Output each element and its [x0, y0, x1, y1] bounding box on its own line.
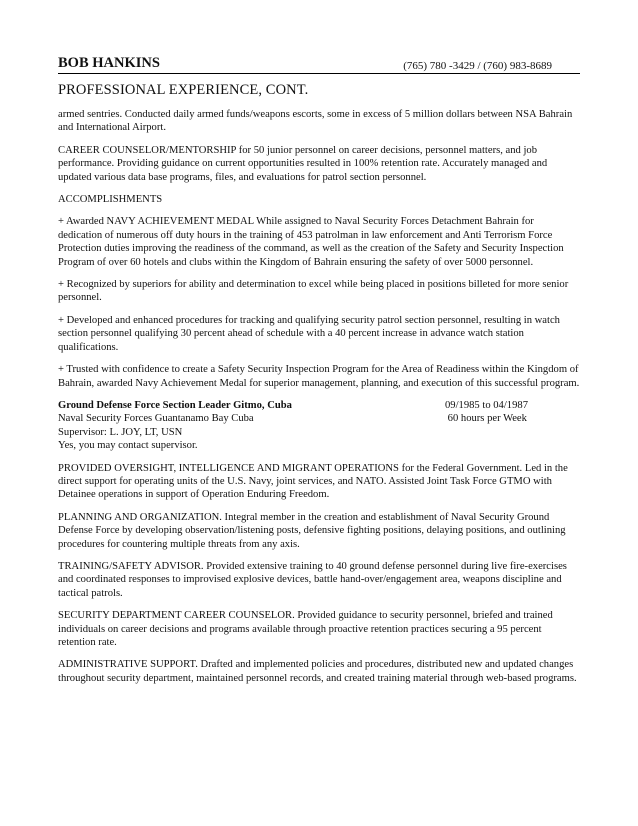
job-entry [58, 399, 580, 453]
job-hours: 60 hours per Week [445, 413, 527, 425]
job-organization: Naval Security Forces Guantanamo Bay Cuba [58, 413, 254, 425]
accomplishment-item: + Developed and enhanced procedures for tracking and qualifying security patrol section personnel, resulting in watch section personnel qualifying 30 percent ahead of schedule with a 40 percent increase in advance watch station qualifications. [58, 314, 560, 353]
accomplishments-heading: ACCOMPLISHMENTS [58, 194, 163, 206]
paragraph: PLANNING AND ORGANIZATION. Integral member in the creation and establishment of Naval Security Ground Defense Force by developing observation/listening posts, defensive fighting positions, delaying positions, and outlining procedures for countering multiple threats from any axis. [58, 511, 566, 550]
job-dates: 09/1985 to 04/1987 [445, 399, 528, 411]
paragraph: PROVIDED OVERSIGHT, INTELLIGENCE AND MIGRANT OPERATIONS for the Federal Government. Led in the direct support for operating units of the U.S. Navy, joint services, and NATO. Assisted Joint Task Force GTMO with Detainee operations in support of Operation Enduring Freedom. [58, 462, 568, 501]
candidate-name: BOB HANKINS [58, 55, 160, 71]
phone-numbers: (765) 780 -3429 / (760) 983-8689 [403, 60, 552, 72]
paragraph: CAREER COUNSELOR/MENTORSHIP for 50 junior personnel on career decisions, personnel matters, and job performance. Providing guidance on current opportunities resulted in 100% retention rate. Accurately managed and updated various data base programs, files, and evaluations for patrol section personnel. [58, 144, 548, 183]
paragraph: ADMINISTRATIVE SUPPORT. Drafted and implemented policies and procedures, distributed new and updated changes throughout security department, maintained personnel records, and created training material through web-based programs. [58, 659, 577, 684]
job-contact: Yes, you may contact supervisor. [58, 440, 198, 452]
paragraph: TRAINING/SAFETY ADVISOR. Provided extensive training to 40 ground defense personnel during live fire-exercises and coordinated responses to improvised explosive devices, battle hand-over/engagement area, weapons discipline and tactical patrols. [58, 560, 567, 599]
job-title: Ground Defense Force Section Leader Gitmo, Cuba [58, 399, 292, 411]
accomplishment-item: + Awarded NAVY ACHIEVEMENT MEDAL While assigned to Naval Security Forces Detachment Bahrain for dedication of numerous off duty hours in the training of 453 patrolman in law enforcement and Anti Terrorism Force Protection duties improving the readiness of the command, as well as the creation of the Safety and Security Inspection Program of over 60 hotels and clubs within the Kingdom of Bahrain ensuring the safety of over 5000 personnel. [58, 216, 564, 268]
page-header [58, 55, 580, 74]
section-title: PROFESSIONAL EXPERIENCE, CONT. [58, 82, 309, 98]
accomplishment-item: + Recognized by superiors for ability and determination to excel while being placed in positions billeted for more senior personnel. [58, 279, 569, 304]
paragraph: armed sentries. Conducted daily armed funds/weapons escorts, some in excess of 5 million dollars between NSA Bahrain and International Airport. [58, 109, 573, 134]
accomplishment-item: + Trusted with confidence to create a Safety Security Inspection Program for the Area of Readiness within the Kingdom of Bahrain, awarded Navy Achievement Medal for superior management, planning, and execution of this successful program. [58, 364, 580, 389]
job-supervisor: Supervisor: L. JOY, LT, USN [58, 426, 183, 438]
paragraph: SECURITY DEPARTMENT CAREER COUNSELOR. Provided guidance to security personnel, briefed and trained individuals on career decisions and programs available through proactive retention practices securing a 95 percent retention rate. [58, 610, 553, 648]
